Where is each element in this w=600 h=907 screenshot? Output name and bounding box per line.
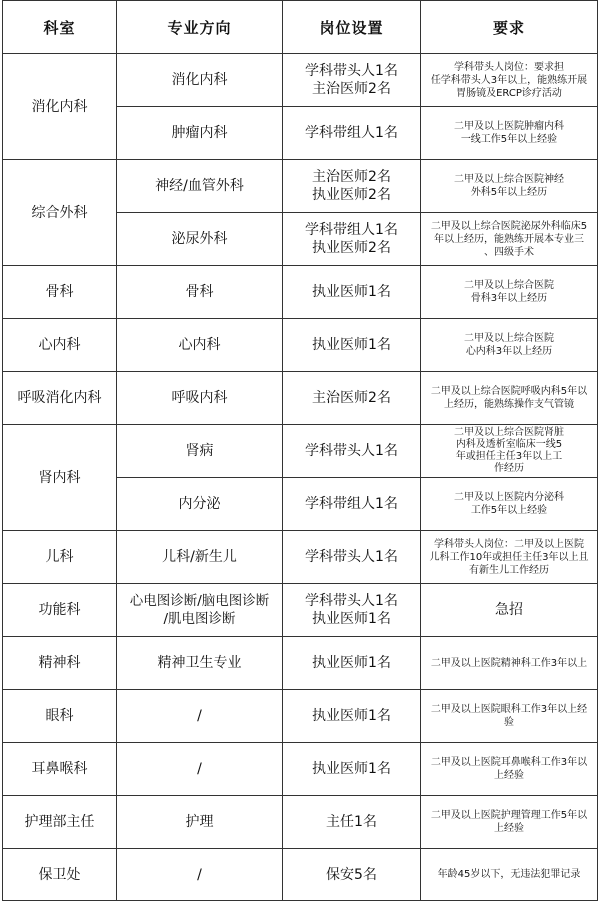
table-row — [3, 637, 598, 690]
dept-cell: 综合外科 — [3, 160, 117, 266]
post-cell: 执业医师1名 — [283, 266, 421, 319]
table-row — [3, 425, 598, 478]
dept-cell: 保卫处 — [3, 849, 117, 901]
header-post: 岗位设置 — [283, 1, 421, 54]
post-cell: 执业医师1名 — [283, 637, 421, 690]
dept-cell: 消化内科 — [3, 54, 117, 160]
dept-cell: 心内科 — [3, 319, 117, 372]
post-cell: 学科带头人1名 执业医师1名 — [283, 584, 421, 637]
dept-cell: 骨科 — [3, 266, 117, 319]
req-cell: 二甲及以上医院精神科工作3年以上 — [421, 637, 598, 690]
table-row — [3, 743, 598, 796]
dept-cell: 肾内科 — [3, 425, 117, 531]
major-cell: 护理 — [117, 796, 283, 849]
post-cell: 学科带头人1名 主治医师2名 — [283, 54, 421, 107]
table-row — [3, 266, 598, 319]
dept-cell: 精神科 — [3, 637, 117, 690]
header-major: 专业方向 — [117, 1, 283, 54]
dept-cell: 呼吸消化内科 — [3, 372, 117, 425]
table-row — [3, 160, 598, 213]
req-cell: 二甲及以上综合医院肾脏 内科及透析室临床一线5 年或担任主任3年以上工 作经历 — [421, 425, 598, 478]
header-req: 要求 — [421, 1, 598, 54]
dept-cell: 儿科 — [3, 531, 117, 584]
req-cell: 学科带头人岗位：要求担 任学科带头人3年以上，能熟练开展 胃肠镜及ERCP诊疗活动 — [421, 54, 598, 107]
major-cell: 内分泌 — [117, 478, 283, 531]
table-row — [3, 54, 598, 107]
major-cell: 肾病 — [117, 425, 283, 478]
major-cell: 神经/血管外科 — [117, 160, 283, 213]
dept-cell: 耳鼻喉科 — [3, 743, 117, 796]
req-cell: 二甲及以上综合医院 心内科3年以上经历 — [421, 319, 598, 372]
req-cell: 二甲及以上医院眼科工作3年以上经 验 — [421, 690, 598, 743]
req-cell: 年龄45岁以下，无违法犯罪记录 — [421, 849, 598, 901]
dept-cell: 功能科 — [3, 584, 117, 637]
header-dept: 科室 — [3, 1, 117, 54]
table-row — [3, 690, 598, 743]
req-cell: 二甲及以上医院护理管理工作5年以 上经验 — [421, 796, 598, 849]
req-cell: 二甲及以上综合医院泌尿外科临床5 年以上经历，能熟练开展本专业三 、四级手术 — [421, 213, 598, 266]
major-cell: 心内科 — [117, 319, 283, 372]
post-cell: 学科带组人1名 — [283, 107, 421, 160]
req-cell: 二甲及以上综合医院 骨科3年以上经历 — [421, 266, 598, 319]
post-cell: 主治医师2名 — [283, 372, 421, 425]
req-cell: 急招 — [421, 584, 598, 637]
table-row — [3, 796, 598, 849]
post-cell: 学科带头人1名 — [283, 531, 421, 584]
post-cell: 学科带头人1名 — [283, 425, 421, 478]
major-cell: 儿科/新生儿 — [117, 531, 283, 584]
post-cell: 学科带组人1名 执业医师2名 — [283, 213, 421, 266]
dept-cell: 眼科 — [3, 690, 117, 743]
recruitment-table — [2, 0, 598, 901]
major-cell: 消化内科 — [117, 54, 283, 107]
req-cell: 二甲及以上医院耳鼻喉科工作3年以 上经验 — [421, 743, 598, 796]
major-cell: / — [117, 743, 283, 796]
major-cell: 泌尿外科 — [117, 213, 283, 266]
table-header-row — [3, 1, 598, 54]
post-cell: 执业医师1名 — [283, 743, 421, 796]
post-cell: 保安5名 — [283, 849, 421, 901]
major-cell: 呼吸内科 — [117, 372, 283, 425]
major-cell: / — [117, 849, 283, 901]
table-row — [3, 849, 598, 901]
table-row — [3, 372, 598, 425]
post-cell: 学科带组人1名 — [283, 478, 421, 531]
dept-cell: 护理部主任 — [3, 796, 117, 849]
major-cell: 骨科 — [117, 266, 283, 319]
major-cell: 精神卫生专业 — [117, 637, 283, 690]
post-cell: 执业医师1名 — [283, 690, 421, 743]
major-cell: 心电图诊断/脑电图诊断 /肌电图诊断 — [117, 584, 283, 637]
major-cell: / — [117, 690, 283, 743]
req-cell: 二甲及以上医院内分泌科 工作5年以上经验 — [421, 478, 598, 531]
post-cell: 主任1名 — [283, 796, 421, 849]
req-cell: 学科带头人岗位：二甲及以上医院 儿科工作10年或担任主任3年以上且 有新生儿工作经历 — [421, 531, 598, 584]
post-cell: 主治医师2名 执业医师2名 — [283, 160, 421, 213]
req-cell: 二甲及以上医院肿瘤内科 一线工作5年以上经验 — [421, 107, 598, 160]
table-row — [3, 531, 598, 584]
req-cell: 二甲及以上综合医院神经 外科5年以上经历 — [421, 160, 598, 213]
table-row — [3, 319, 598, 372]
major-cell: 肿瘤内科 — [117, 107, 283, 160]
table-row — [3, 584, 598, 637]
req-cell: 二甲及以上综合医院呼吸内科5年以 上经历，能熟练操作支气管镜 — [421, 372, 598, 425]
post-cell: 执业医师1名 — [283, 319, 421, 372]
